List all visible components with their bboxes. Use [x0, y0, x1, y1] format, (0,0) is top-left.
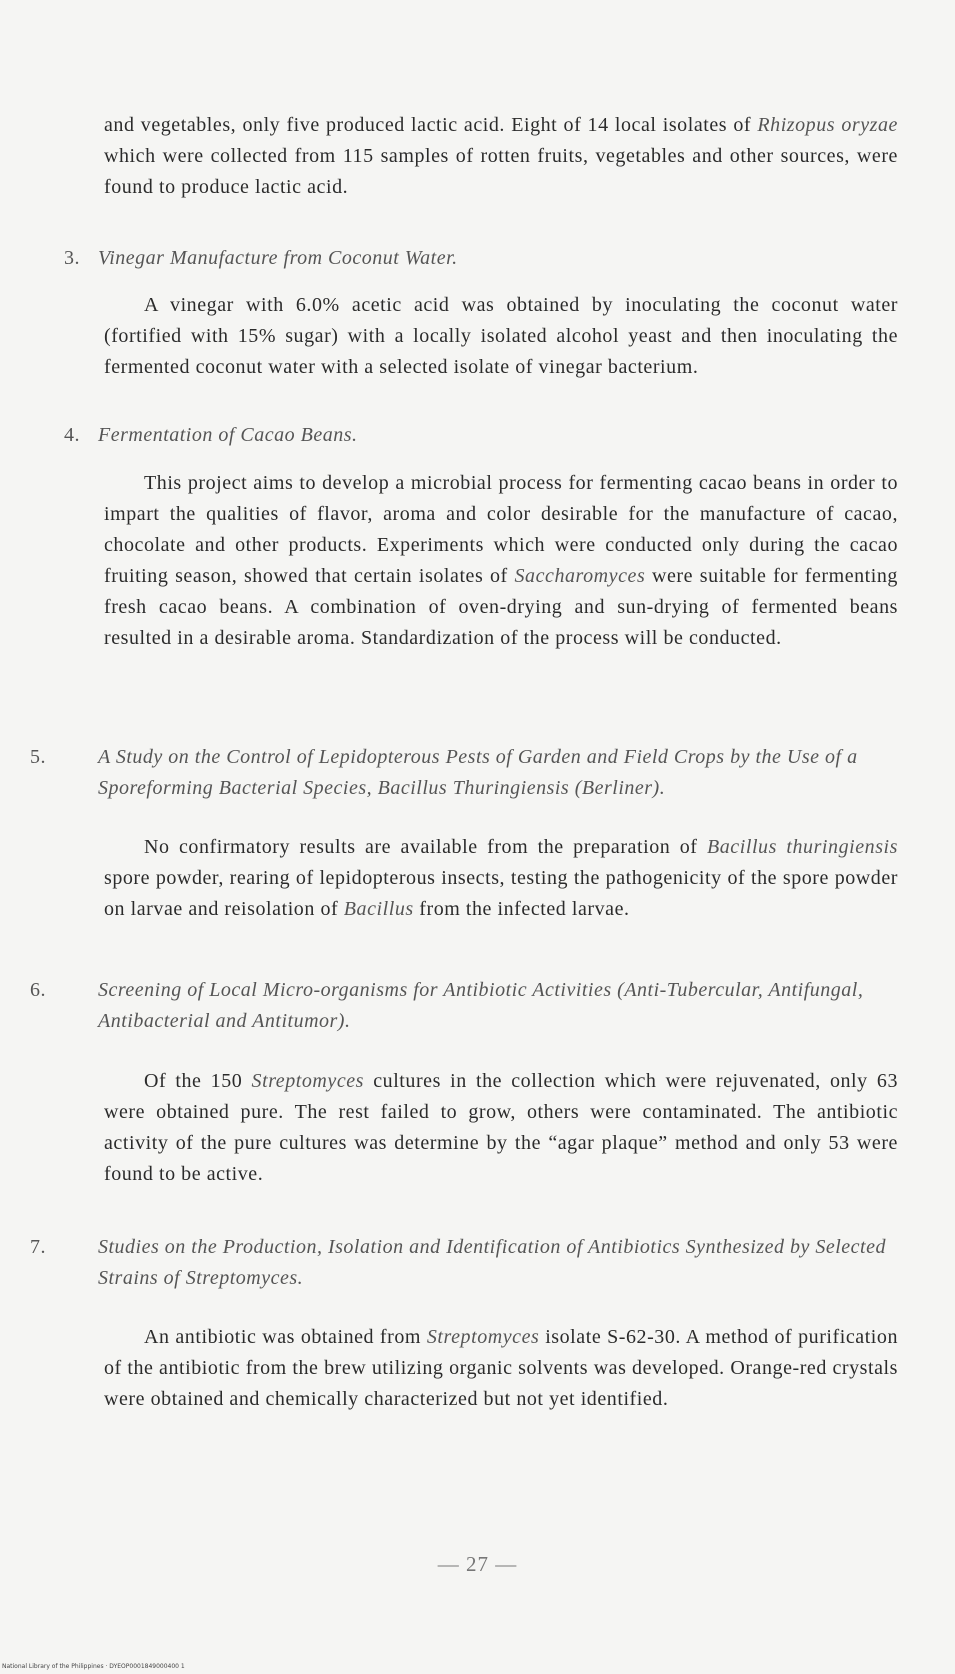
- text-run: An antibiotic was obtained from: [144, 1326, 427, 1348]
- paragraph-cacao: [104, 468, 898, 654]
- species-name: Rhizopus oryzae: [757, 114, 898, 136]
- scan-source-label: National Library of the Philippines · DYEOP0001849000400 1: [2, 1663, 185, 1670]
- paragraph-text: [104, 832, 898, 925]
- species-name: Saccharomyces: [514, 565, 646, 587]
- species-name: Streptomyces: [251, 1070, 365, 1092]
- section-heading-7: [30, 1232, 934, 1294]
- section-heading-4: [64, 420, 900, 451]
- section-title: Fermentation of Cacao Beans.: [98, 424, 358, 446]
- section-title: Vinegar Manufacture from Coconut Water.: [98, 247, 458, 269]
- paragraph-antibiotic: [104, 1322, 898, 1415]
- section-number: 6.: [30, 979, 46, 1001]
- text-run: Of the 150: [144, 1070, 252, 1092]
- text-run: No confirmatory results are available from the preparation of: [144, 836, 707, 858]
- section-heading-6: [30, 975, 934, 1037]
- section-number: 5.: [30, 746, 46, 768]
- text-run: spore powder, rearing of lepidopterous insects, testing the pathogenicity of the spore powder on larvae and reisolation of: [104, 867, 898, 920]
- text-run: were suitable for fermenting fresh cacao beans. A combination of oven-drying and sun-drying of fermented beans resulted in a desirable aroma. Standardization of the process will be conducted.: [104, 565, 898, 649]
- paragraph-streptomyces: [104, 1066, 898, 1190]
- text-run: which were collected from 115 samples of rotten fruits, vegetables and other sources, were found to produce lactic acid.: [104, 145, 898, 198]
- text-run: cultures in the collection which were rejuvenated, only 63 were obtained pure. The rest failed to grow, others were contaminated. The antibiotic activity of the pure cultures was determine by the “agar plaque” method and only 53 were found to be active.: [104, 1070, 899, 1185]
- section-heading-3: [64, 243, 900, 274]
- paragraph-text: [104, 110, 898, 203]
- species-name: Bacillus thuringiensis: [706, 836, 898, 858]
- paragraph-text: [104, 468, 898, 654]
- text-run: from the infected larvae.: [413, 898, 630, 920]
- species-name: Bacillus: [343, 898, 414, 920]
- paragraph-lactic-acid: [104, 110, 898, 203]
- section-number: 3.: [64, 247, 80, 269]
- page-number: — 27 —: [437, 1552, 518, 1576]
- section-title: A Study on the Control of Lepidopterous Pests of Garden and Field Crops by the Use of a Sporeforming Bacterial Species, Bacillus Thuringiensis (Berliner).: [98, 746, 858, 799]
- text-run: and vegetables, only five produced lactic acid. Eight of 14 local isolates of: [104, 114, 758, 136]
- paragraph-text: [104, 1322, 898, 1415]
- section-heading-5: [30, 742, 934, 804]
- species-name: Streptomyces: [426, 1326, 540, 1348]
- paragraph-bacillus: [104, 832, 898, 925]
- section-title: Screening of Local Micro-organisms for Antibiotic Activities (Anti-Tubercular, Antifungal, Antibacterial and Antitumor).: [98, 979, 864, 1032]
- section-number: 4.: [64, 424, 80, 446]
- text-run: isolate S-62-30. A method of purification of the antibiotic from the brew utilizing organic solvents was developed. Orange-red crystals were obtained and chemically characterized but not yet identified.: [104, 1326, 899, 1410]
- section-number: 7.: [30, 1236, 46, 1258]
- text-run: This project aims to develop a microbial process for fermenting cacao beans in order to impart the qualities of flavor, aroma and color desirable for the manufacture of cacao, chocolate and other products. Experiments which were conducted only during the cacao fruiting season, showed that certain isolates of: [104, 472, 898, 587]
- paragraph-text: [104, 1066, 898, 1190]
- paragraph-text: A vinegar with 6.0% acetic acid was obtained by inoculating the coconut water (fortified with 15% sugar) with a locally isolated alcohol yeast and then inoculating the fermented coconut water with a selected isolate of vinegar bacterium.: [104, 294, 898, 378]
- paragraph-vinegar: [104, 290, 898, 383]
- section-title: Studies on the Production, Isolation and Identification of Antibiotics Synthesized by Selected Strains of Streptomyces.: [98, 1236, 886, 1289]
